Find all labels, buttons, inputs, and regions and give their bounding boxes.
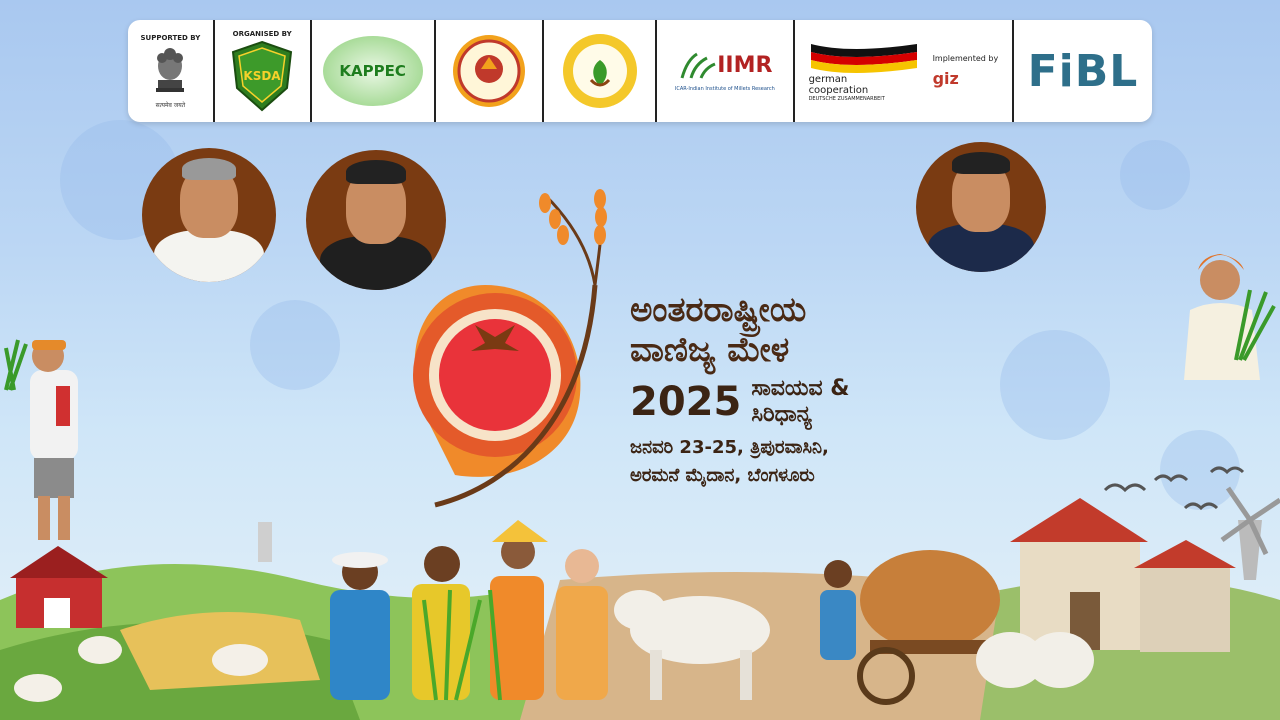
sponsor-ksda — [213, 20, 310, 122]
fibl-logo: FiBL — [1027, 45, 1139, 97]
cooperation-label: cooperation — [808, 85, 869, 96]
millet-plant-icon — [677, 50, 717, 80]
sponsor-strip — [128, 20, 1152, 122]
iimr-label: IIMR — [717, 52, 773, 78]
emblem-caption: सत्यमेव जयते — [155, 101, 186, 109]
german-flag-icon — [809, 40, 919, 74]
bg-bubble — [250, 300, 340, 390]
karnataka-seal-icon — [451, 33, 527, 109]
kappec-globe-icon — [323, 36, 423, 106]
portrait-left — [142, 148, 276, 282]
event-venue: ಅರಮನೆ ಮೈದಾನ, ಬೆಂಗಳೂರು — [630, 465, 815, 486]
subtitle-millets: ಸಿರಿಧಾನ್ಯ — [751, 402, 812, 427]
year-label: 2025 — [630, 379, 742, 425]
event-date: ಜನವರಿ 23-25, ತ್ರಿಪುರವಾಸಿನಿ, — [630, 437, 829, 458]
iimr-subtitle: ICAR-Indian Institute of Millets Research — [674, 86, 775, 92]
portrait-right — [916, 142, 1046, 272]
farm-scene-illustration — [0, 480, 1280, 720]
bg-bubble — [1000, 330, 1110, 440]
subtitle-organic: ಸಾವಯವ & — [751, 376, 850, 401]
year-row — [630, 376, 849, 428]
farmer-right-illustration — [1170, 240, 1280, 380]
sponsor-nfsm — [542, 20, 654, 122]
german-label: german — [808, 74, 848, 85]
sponsor-iimr — [655, 20, 793, 122]
sponsor-kappec — [310, 20, 434, 122]
supported-by-label: SUPPORTED BY — [140, 33, 201, 42]
ashoka-emblem-icon — [150, 44, 190, 99]
fair-title-block — [630, 290, 849, 490]
giz-label: giz — [932, 69, 959, 88]
food-security-mission-icon — [561, 32, 639, 110]
kappec-label: KAPPEC — [339, 62, 406, 80]
title-line-2: ವಾಣಿಜ್ಯ ಮೇಳ — [630, 330, 790, 370]
fair-logo-icon — [395, 185, 630, 515]
organised-by-label: ORGANISED BY — [232, 30, 292, 38]
sponsor-goi — [128, 20, 213, 122]
title-line-1: ಅಂತರರಾಷ್ಟ್ರೀಯ — [630, 290, 807, 330]
ksda-shield-icon — [229, 40, 295, 112]
svg-text:KSDA: KSDA — [243, 69, 281, 83]
implemented-by-label: Implemented by — [932, 54, 999, 63]
sponsor-fibl — [1012, 20, 1152, 122]
deutsche-label: DEUTSCHE ZUSAMMENARBEIT — [808, 96, 885, 102]
bg-bubble — [1120, 140, 1190, 210]
sponsor-german-giz — [793, 20, 1012, 122]
sponsor-karnataka — [434, 20, 543, 122]
